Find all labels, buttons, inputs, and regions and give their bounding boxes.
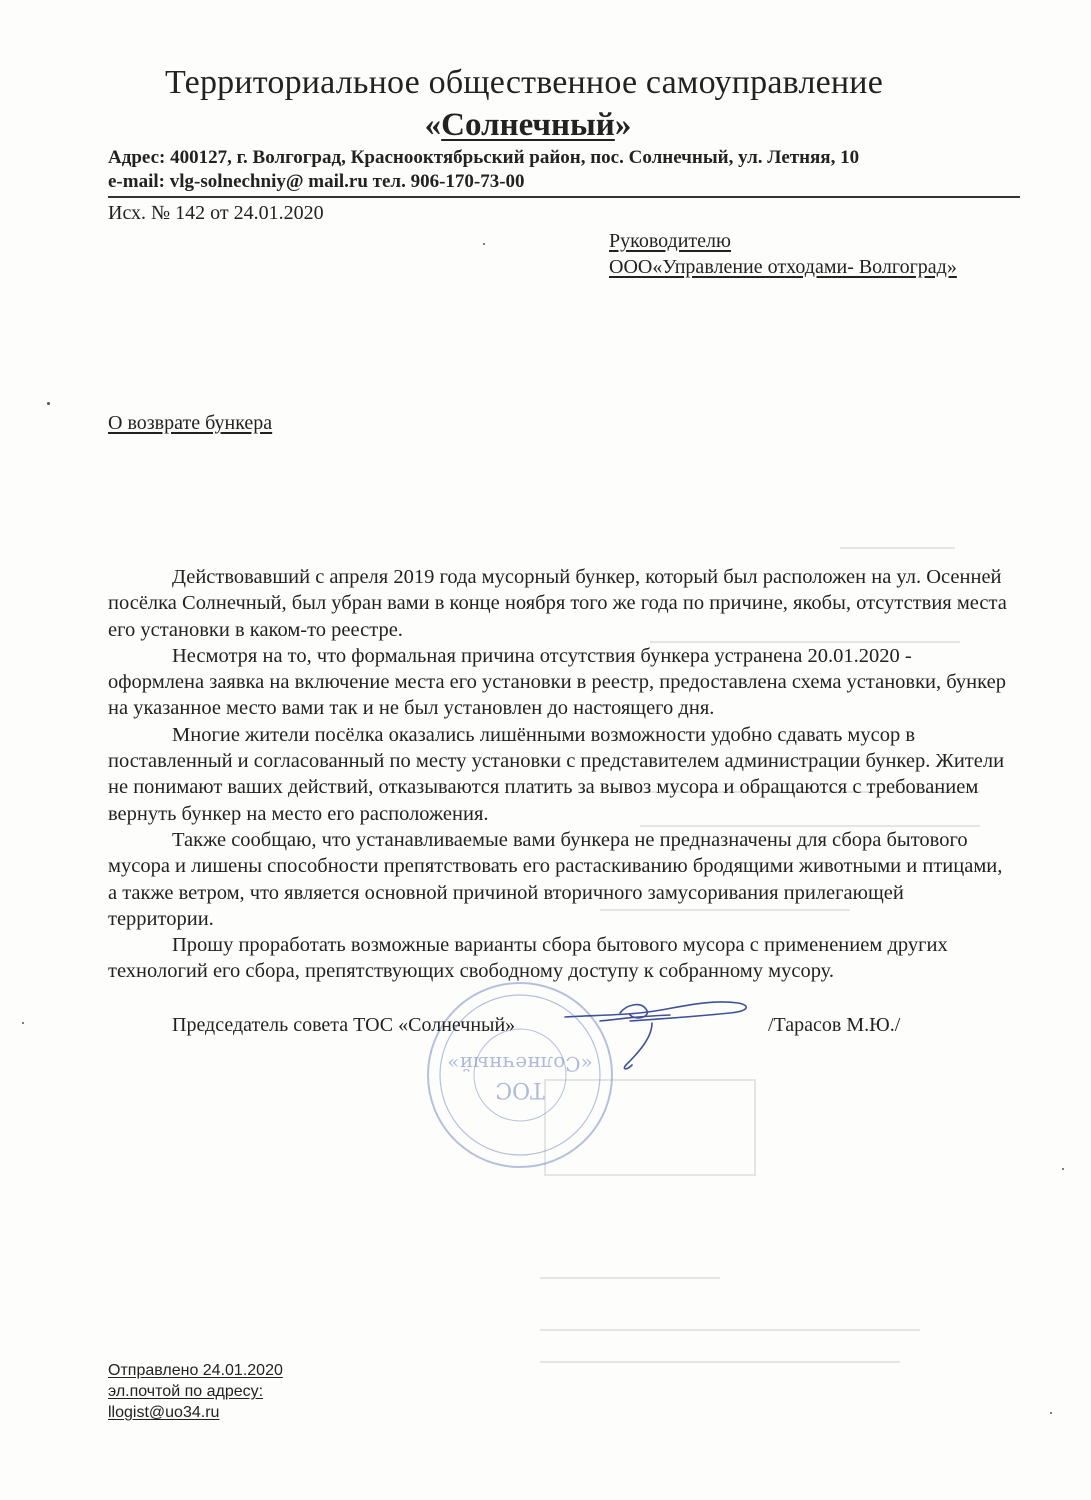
- org-contacts: e-mail: vlg-solnechniy@ mail.ru тел. 906-170-73-00: [108, 171, 525, 192]
- org-name-text: Солнечный: [441, 107, 615, 143]
- addressee-organization: ООО«Управление отходами- Волгоград»: [609, 256, 957, 278]
- letter-body: [108, 564, 1008, 985]
- speck: [47, 402, 50, 405]
- stamp-text-line1: ТОС: [495, 1077, 545, 1102]
- addressee-position: Руководителю: [609, 230, 731, 252]
- letter-subject: О возврате бункера: [108, 412, 273, 434]
- sent-note: [108, 1360, 283, 1423]
- org-title: Территориальное общественное самоуправление: [165, 64, 883, 101]
- addressee-block: [609, 228, 957, 280]
- signatory-position: Председатель совета ТОС «Солнечный»: [172, 1014, 516, 1036]
- speck: [1062, 1168, 1064, 1170]
- speck: [483, 243, 485, 245]
- org-address: Адрес: 400127, г. Волгоград, Краснооктябрьский район, пос. Солнечный, ул. Летняя, 10: [108, 147, 860, 168]
- body-paragraph: Также сообщаю, что устанавливаемые вами бункера не предназначены для сбора бытового мусора и лишены способности препятствовать его растаскиванию бродящими животными и птицами, а также ветром, что является основной причиной вторичного замусоривания прилегающей территории.: [108, 828, 1003, 930]
- org-name-open-quote: «: [424, 107, 442, 143]
- body-paragraph: Прошу проработать возможные варианты сбора бытового мусора с применением других технологий его сбора, препятствующих свободному доступу к собранному мусору.: [108, 934, 948, 983]
- handwritten-signature: [560, 985, 760, 1075]
- sent-date: Отправлено 24.01.2020: [108, 1362, 283, 1379]
- signatory-name: /Тарасов М.Ю./: [768, 1014, 901, 1036]
- body-paragraph: Действовавший с апреля 2019 года мусорный бункер, который был расположен на ул. Осенней посёлка Солнечный, был убран вами в конце ноября того же года по причине, якобы, отсутствия места его установки в каком-то реестре.: [108, 566, 1007, 641]
- header-divider: [108, 196, 1020, 198]
- sent-email: llogist@uo34.ru: [108, 1404, 220, 1421]
- speck: [1050, 1412, 1052, 1414]
- sent-method: эл.почтой по адресу:: [108, 1383, 264, 1400]
- body-paragraph: Многие жители посёлка оказались лишёнными возможности удобно сдавать мусор в поставленный и согласованный по месту установки с представителем администрации бункер. Жители не понимают ваших действий, отказываются платить за вывоз мусора и обращаются с требованием вернуть бункер на место его расположения.: [108, 723, 1005, 825]
- org-name-close-quote: »: [614, 107, 632, 143]
- speck: [22, 1022, 24, 1024]
- outgoing-reference: Исх. № 142 от 24.01.2020: [108, 202, 324, 224]
- stamp-text-line2: «Солнечный»: [447, 1052, 593, 1076]
- org-name: [0, 104, 1056, 146]
- body-paragraph: Несмотря на то, что формальная причина отсутствия бункера устранена 20.01.2020 - оформлена заявка на включение места его установки в реестр, предоставлена схема установки, бункер на указанное место вами так и не был установлен до настоящего дня.: [108, 644, 1006, 720]
